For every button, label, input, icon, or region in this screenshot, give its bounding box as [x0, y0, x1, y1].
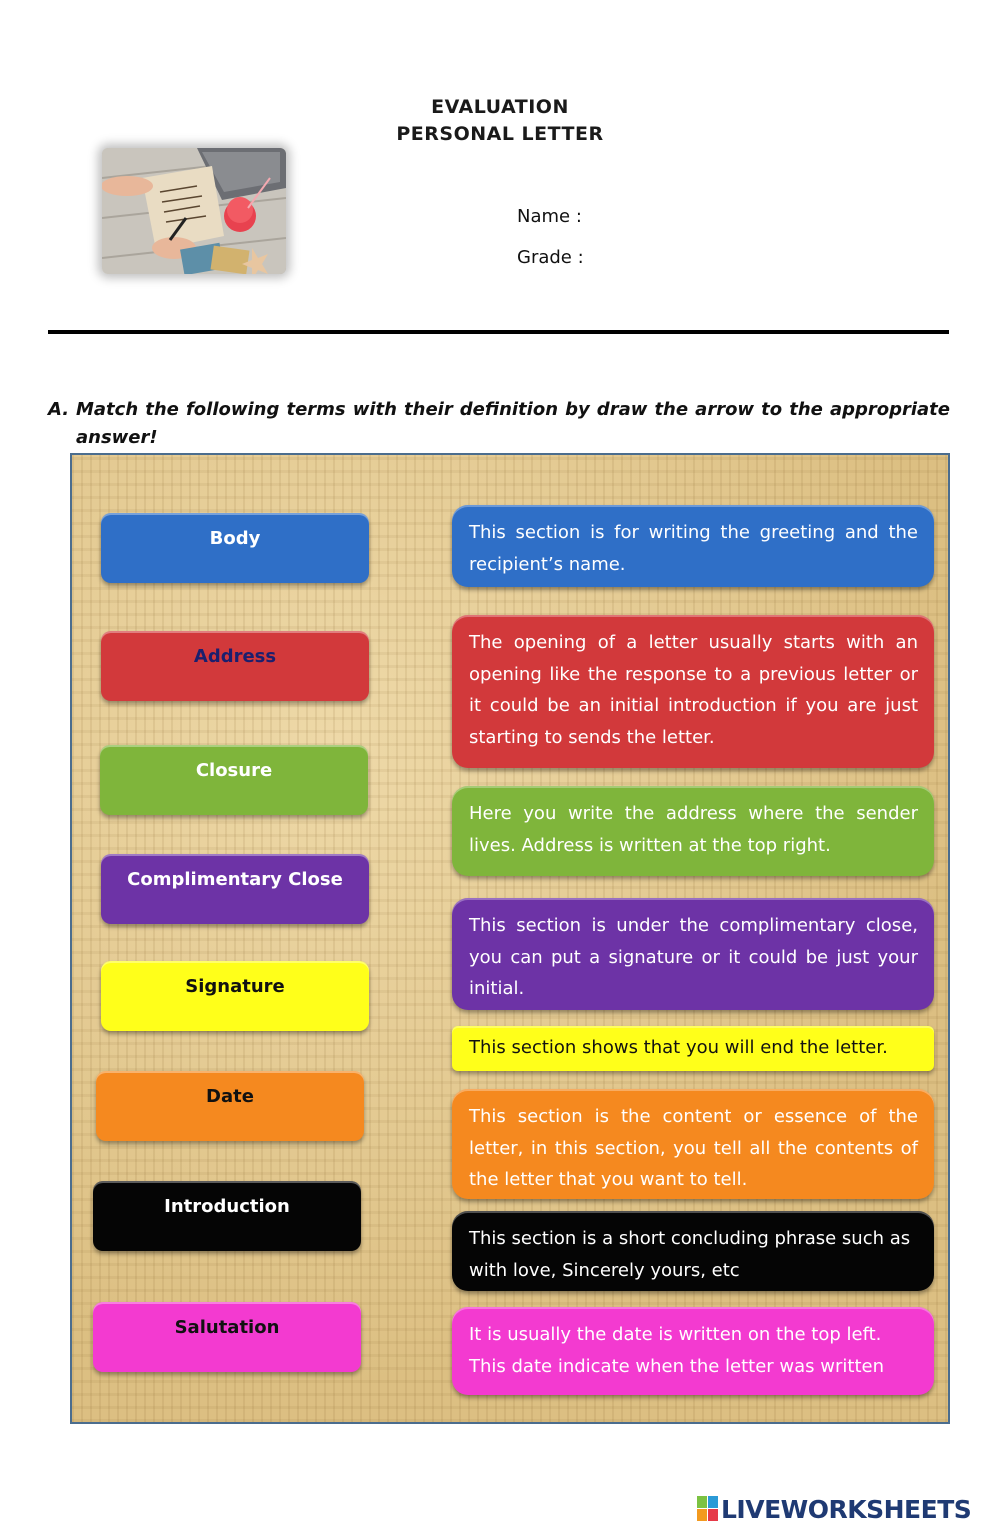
header-divider: [48, 330, 949, 334]
definition-introduction[interactable]: The opening of a letter usually starts with an opening like the response to a previous letter or it could be an initial introduction if you are just starting to sends the letter.: [452, 615, 934, 768]
term-introduction[interactable]: Introduction: [93, 1181, 361, 1251]
definition-address[interactable]: Here you write the address where the sender lives. Address is written at the top right.: [452, 786, 934, 876]
term-date[interactable]: Date: [96, 1071, 364, 1141]
instruction: [48, 396, 950, 452]
liveworksheets-logo-text: LIVEWORKSHEETS: [721, 1494, 972, 1524]
definition-salutation[interactable]: This section is for writing the greeting and the recipient’s name.: [452, 505, 934, 587]
worksheet-title: EVALUATION: [431, 96, 569, 118]
liveworksheets-logo-icon: [697, 1496, 719, 1522]
letter-writing-photo: [102, 148, 286, 274]
definition-date[interactable]: It is usually the date is written on the top left. This date indicate when the letter was written: [452, 1307, 934, 1395]
term-address[interactable]: Address: [101, 631, 369, 701]
term-salutation[interactable]: Salutation: [93, 1302, 361, 1372]
instruction-number: A.: [48, 399, 70, 420]
definition-body[interactable]: This section is the content or essence of the letter, in this section, you tell all the contents of the letter that you want to tell.: [452, 1089, 934, 1199]
name-field-label: Name :: [517, 206, 582, 227]
definition-complimentary-close[interactable]: This section is a short concluding phrase such as with love, Sincerely yours, etc: [452, 1211, 934, 1291]
liveworksheets-logo[interactable]: [697, 1494, 971, 1524]
definition-closure[interactable]: This section shows that you will end the letter.: [452, 1026, 934, 1071]
instruction-text: Match the following terms with their definition by draw the arrow to the appropriate answer!: [76, 399, 950, 448]
term-closure[interactable]: Closure: [100, 745, 368, 815]
grade-field-label: Grade :: [517, 247, 584, 268]
definition-signature[interactable]: This section is under the complimentary close, you can put a signature or it could be just your initial.: [452, 898, 934, 1010]
term-complimentary-close[interactable]: Complimentary Close: [101, 854, 369, 924]
worksheet-subtitle: PERSONAL LETTER: [396, 123, 604, 145]
term-signature[interactable]: Signature: [101, 961, 369, 1031]
term-body[interactable]: Body: [101, 513, 369, 583]
